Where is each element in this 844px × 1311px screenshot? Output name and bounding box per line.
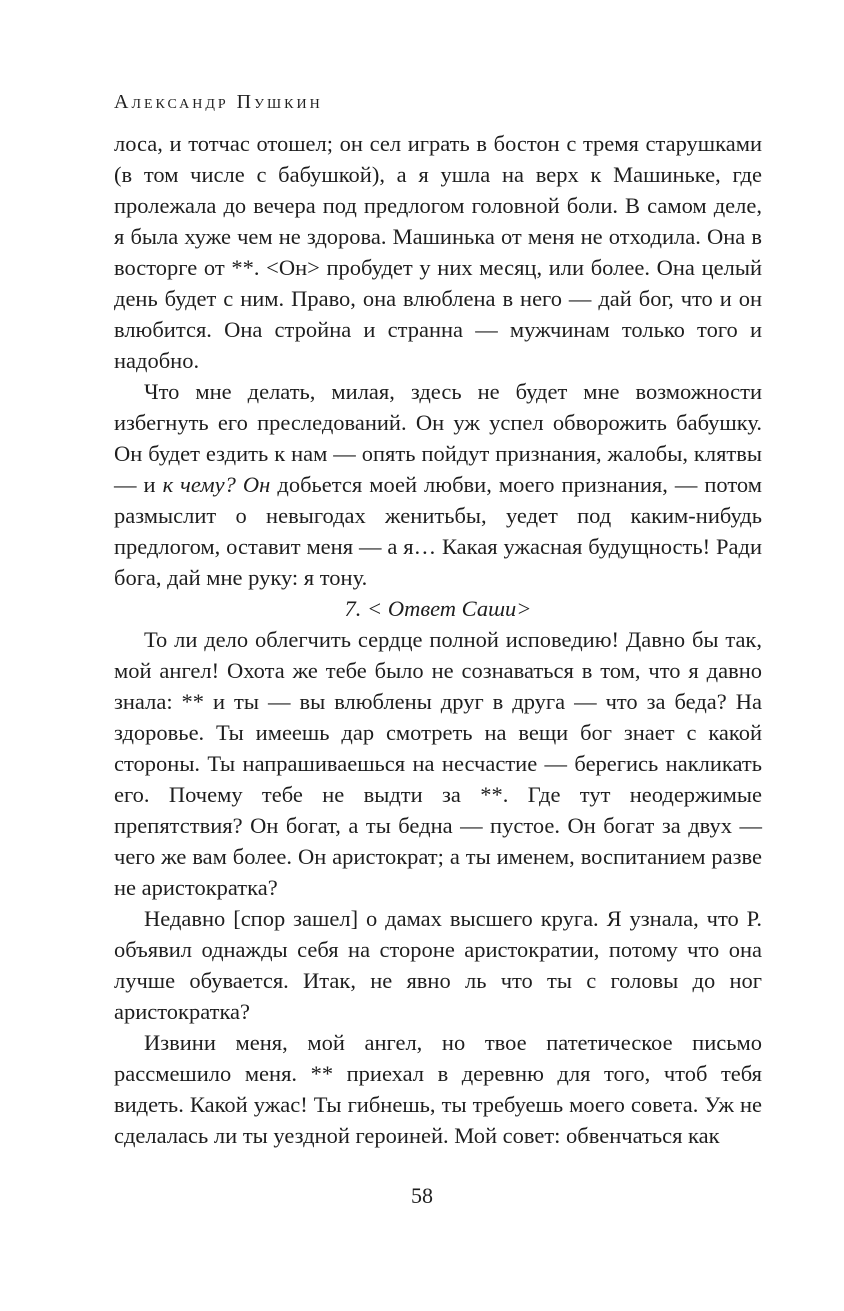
body-text — [114, 128, 762, 1151]
paragraph: лоса, и тотчас отошел; он сел играть в бостон с тремя старушками (в том числе с бабушкой), а я ушла на верх к Машиньке, где пролежала до вечера под предлогом головной боли. В самом деле, я была хуже чем не здорова. Машинька от меня не отходила. Она в восторге от **. <Он> пробудет у них месяц, или более. Она целый день будет с ним. Право, она влюблена в него — дай бог, что и он влюбится. Она стройна и странна — мужчинам только того и надобно. — [114, 131, 762, 373]
paragraph: Извини меня, мой ангел, но твое патетическое письмо рассмешило меня. ** приехал в деревню для того, чтоб тебя видеть. Какой ужас! Ты гибнешь, ты требуешь моего совета. Уж не сделалась ли ты уездной героиней. Мой совет: обвенчаться как — [114, 1030, 762, 1148]
paragraph: Недавно [спор зашел] о дамах высшего круга. Я узнала, что Р. объявил однажды себя на стороне аристократии, потому что она лучше обувается. Итак, не явно ль что ты с головы до ног аристократка? — [114, 906, 762, 1024]
section-title: 7. < Ответ Саши> — [344, 596, 532, 621]
italic-phrase: к чему? Он — [162, 472, 271, 497]
page-number: 58 — [411, 1183, 433, 1208]
paragraph: То ли дело облегчить сердце полной исповедию! Давно бы так, мой ангел! Охота же тебе было не сознаваться в том, что я давно знала: ** и ты — вы влюблены друг в друга — что за беда? На здоровье. Ты имеешь дар смотреть на вещи бог знает с какой стороны. Ты напрашиваешься на несчастие — берегись накликать его. Почему тебе не выдти за **. Где тут неодержимые препятствия? Он богат, а ты бедна — пустое. Он богат за двух — чего же вам более. Он аристократ; а ты именем, воспитанием разве не аристократка? — [114, 627, 762, 900]
paragraph — [114, 376, 762, 593]
running-header: Александр Пушкин — [114, 91, 323, 113]
paragraph-text: Что мне делать, милая, здесь не будет мне возможности избегнуть его преследований. Он уж успел обворожить бабушку. Он будет ездить к нам — опять пойдут признания, жалобы, клятвы — и — [114, 379, 762, 497]
paragraph-text: добьется моей любви, моего признания, — потом размыслит о невыгодах женитьбы, уедет под каким-нибудь предлогом, оставит меня — а я… Какая ужасная будущность! Ради бога, дай мне руку: я тону. — [114, 472, 762, 590]
